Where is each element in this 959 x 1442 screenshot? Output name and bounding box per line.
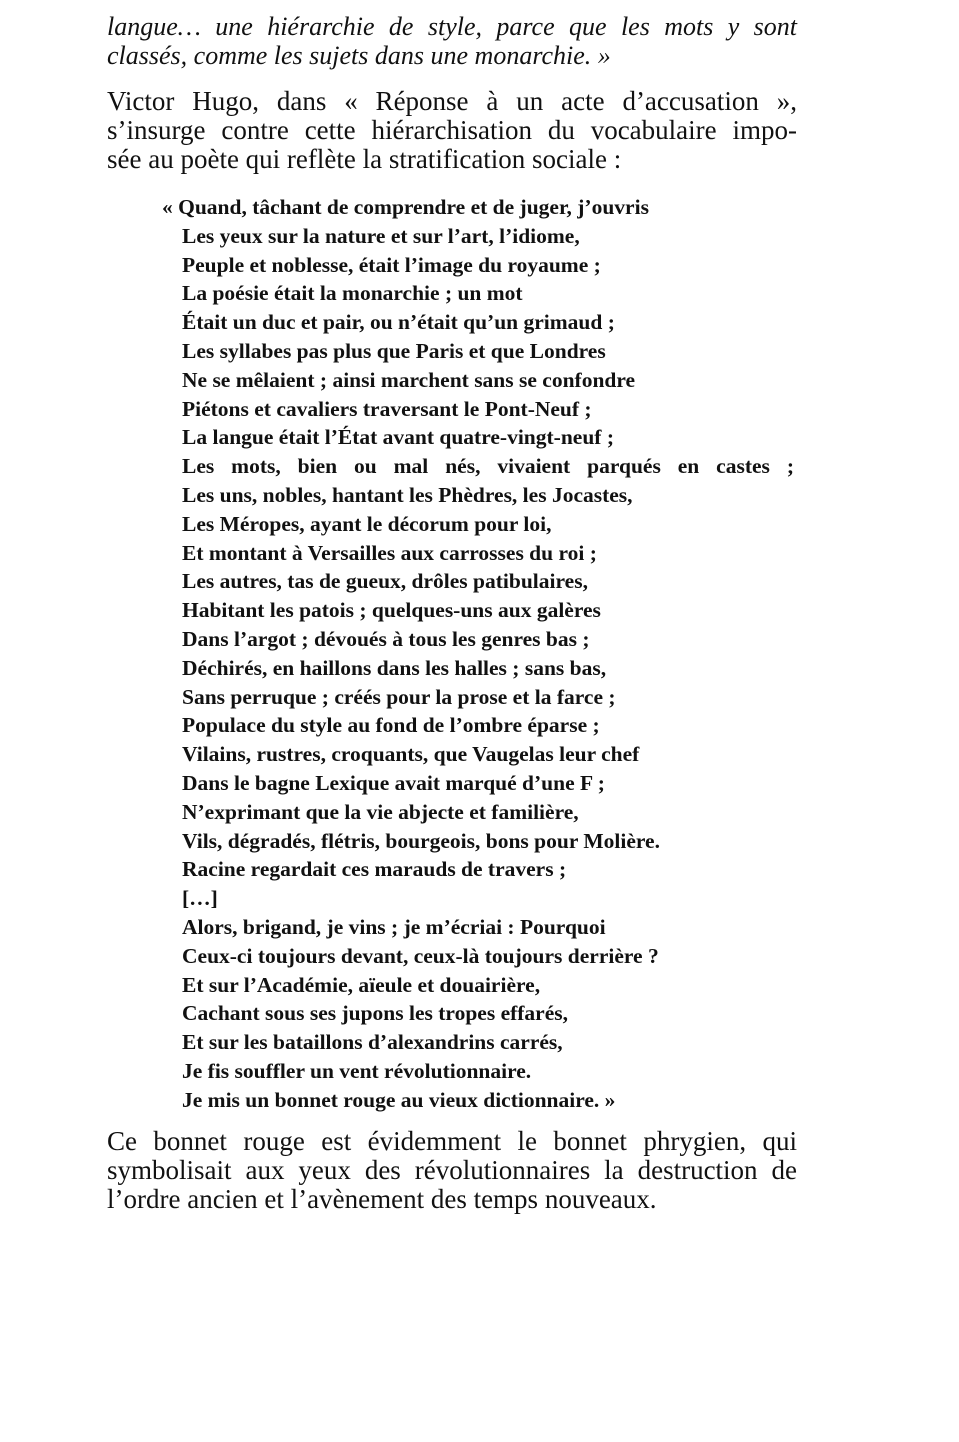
poem-verse: « Quand, tâchant de comprendre et de juger, j’ouvris bbox=[162, 195, 649, 219]
poem-verse: Dans le bagne Lexique avait marqué d’une F ; bbox=[182, 770, 605, 795]
poem-verse: Je fis souffler un vent révolutionnaire. bbox=[182, 1058, 532, 1083]
poem-verse: Les yeux sur la nature et sur l’art, l’idiome, bbox=[182, 223, 580, 248]
poem-verse: Habitant les patois ; quelques-uns aux galères bbox=[182, 598, 601, 623]
poem-verse: N’exprimant que la vie abjecte et familière, bbox=[182, 799, 579, 824]
paragraph-line: sée au poète qui reflète la stratification sociale : bbox=[107, 144, 622, 174]
paragraph-line: symbolisait aux yeux des révolutionnaires la destruction de bbox=[107, 1155, 797, 1185]
poem-verse: Et montant à Versailles aux carrosses du roi ; bbox=[182, 540, 597, 565]
poem-verse: Dans l’argot ; dévoués à tous les genres bas ; bbox=[182, 626, 590, 651]
poem-verse: Ceux-ci toujours devant, ceux-là toujours derrière ? bbox=[182, 943, 659, 968]
intro-quote-line: classés, comme les sujets dans une monarchie. » bbox=[107, 41, 611, 70]
poem-verse: Les autres, tas de gueux, drôles patibulaires, bbox=[182, 569, 588, 594]
poem-verse: Racine regardait ces marauds de travers ; bbox=[182, 857, 567, 882]
paragraph-hugo bbox=[107, 87, 797, 174]
poem-verse: Ne se mêlaient ; ainsi marchent sans se confondre bbox=[182, 367, 636, 392]
poem-verse: Et sur les bataillons d’alexandrins carrés, bbox=[182, 1030, 563, 1055]
poem-verse: Populace du style au fond de l’ombre éparse ; bbox=[182, 713, 600, 738]
poem-verse: Les syllabes pas plus que Paris et que Londres bbox=[182, 338, 606, 363]
poem-verse: La poésie était la monarchie ; un mot bbox=[182, 281, 523, 306]
paragraph-line: l’ordre ancien et l’avènement des temps nouveaux. bbox=[107, 1184, 657, 1214]
poem-verse: Les uns, nobles, hantant les Phèdres, les Jocastes, bbox=[182, 482, 633, 507]
poem-verse: Était un duc et pair, ou n’était qu’un grimaud ; bbox=[182, 310, 615, 335]
poem-ellipsis: […] bbox=[182, 886, 218, 911]
poem-verse: Piétons et cavaliers traversant le Pont-Neuf ; bbox=[182, 396, 592, 421]
poem-verse: La langue était l’État avant quatre-vingt-neuf ; bbox=[182, 425, 614, 450]
poem-verse: Les mots, bien ou mal nés, vivaient parqués en castes ; bbox=[182, 454, 794, 479]
poem-verse: Les Méropes, ayant le décorum pour loi, bbox=[182, 511, 552, 536]
paragraph-line: s’insurge contre cette hiérarchisation du vocabulaire impo- bbox=[107, 115, 797, 145]
poem-verse: Déchirés, en haillons dans les halles ; sans bas, bbox=[182, 655, 607, 680]
poem-quote bbox=[162, 193, 812, 1115]
intro-quote-line: langue… une hiérarchie de style, parce que les mots y sont bbox=[107, 12, 797, 41]
poem-verse: Alors, brigand, je vins ; je m’écriai : Pourquoi bbox=[182, 914, 606, 939]
poem-verse: Je mis un bonnet rouge au vieux dictionnaire. » bbox=[182, 1087, 616, 1112]
poem-verse: Sans perruque ; créés pour la prose et la farce ; bbox=[182, 684, 616, 709]
poem-verse: Et sur l’Académie, aïeule et douairière, bbox=[182, 972, 541, 997]
paragraph-line: Victor Hugo, dans « Réponse à un acte d’accusation », bbox=[107, 86, 797, 116]
paragraph-bonnet bbox=[107, 1127, 797, 1214]
poem-verse: Vils, dégradés, flétris, bourgeois, bons pour Molière. bbox=[182, 828, 660, 853]
intro-quote bbox=[107, 12, 797, 70]
poem-verse: Cachant sous ses jupons les tropes effarés, bbox=[182, 1001, 569, 1026]
poem-verse: Vilains, rustres, croquants, que Vaugelas leur chef bbox=[182, 742, 640, 767]
paragraph-line: Ce bonnet rouge est évidemment le bonnet phrygien, qui bbox=[107, 1126, 797, 1156]
poem-verse: Peuple et noblesse, était l’image du royaume ; bbox=[182, 252, 601, 277]
